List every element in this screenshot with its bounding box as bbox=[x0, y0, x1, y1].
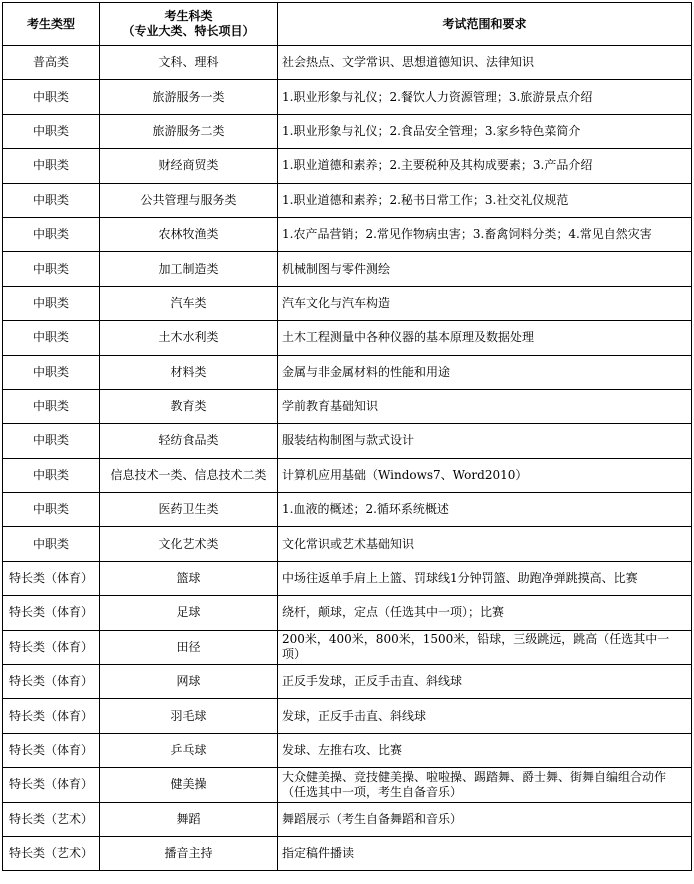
exam-scope-table-container bbox=[2, 2, 691, 871]
subject-cell: 旅游服务二类 bbox=[100, 114, 278, 148]
candidate-type-cell: 中职类 bbox=[3, 286, 100, 320]
subject-cell: 足球 bbox=[100, 596, 278, 630]
candidate-type-cell: 中职类 bbox=[3, 80, 100, 114]
candidate-type-cell: 特长类（体育） bbox=[3, 665, 100, 699]
candidate-type-cell: 中职类 bbox=[3, 321, 100, 355]
candidate-type-cell: 中职类 bbox=[3, 424, 100, 458]
header-subject-line2: （专业大类、特长项目） bbox=[122, 24, 255, 38]
header-subject-line1: 考生科类 bbox=[164, 9, 213, 23]
subject-cell: 文科、理科 bbox=[100, 46, 278, 80]
subject-cell: 信息技术一类、信息技术二类 bbox=[100, 458, 278, 492]
header-row bbox=[3, 3, 692, 46]
subject-cell: 播音主持 bbox=[100, 836, 278, 870]
exam-range-cell: 1.职业道德和素养；2.主要税种及其构成要素；3.产品介绍 bbox=[278, 149, 692, 183]
table-row bbox=[3, 527, 692, 561]
header-candidate-type: 考生类型 bbox=[3, 3, 100, 46]
table-row bbox=[3, 699, 692, 733]
header-subject bbox=[100, 3, 278, 46]
exam-range-cell: 1.职业形象与礼仪；2.餐饮人力资源管理；3.旅游景点介绍 bbox=[278, 80, 692, 114]
candidate-type-cell: 特长类（体育） bbox=[3, 596, 100, 630]
table-row bbox=[3, 630, 692, 664]
candidate-type-cell: 普高类 bbox=[3, 46, 100, 80]
exam-range-cell: 汽车文化与汽车构造 bbox=[278, 286, 692, 320]
table-row bbox=[3, 252, 692, 286]
candidate-type-cell: 中职类 bbox=[3, 114, 100, 148]
candidate-type-cell: 中职类 bbox=[3, 252, 100, 286]
exam-range-cell: 学前教育基础知识 bbox=[278, 389, 692, 423]
candidate-type-cell: 特长类（体育） bbox=[3, 561, 100, 595]
candidate-type-cell: 特长类（体育） bbox=[3, 768, 100, 802]
subject-cell: 篮球 bbox=[100, 561, 278, 595]
table-row bbox=[3, 46, 692, 80]
table-row bbox=[3, 802, 692, 836]
table-row bbox=[3, 183, 692, 217]
table-row bbox=[3, 493, 692, 527]
candidate-type-cell: 中职类 bbox=[3, 493, 100, 527]
candidate-type-cell: 中职类 bbox=[3, 183, 100, 217]
subject-cell: 材料类 bbox=[100, 355, 278, 389]
table-row bbox=[3, 80, 692, 114]
exam-range-cell: 正反手发球，正反手击直、斜线球 bbox=[278, 665, 692, 699]
table-row bbox=[3, 389, 692, 423]
exam-range-cell: 舞蹈展示（考生自备舞蹈和音乐） bbox=[278, 802, 692, 836]
exam-range-cell: 绕杆，颠球，定点（任选其中一项）；比赛 bbox=[278, 596, 692, 630]
table-row bbox=[3, 836, 692, 870]
subject-cell: 农林牧渔类 bbox=[100, 217, 278, 251]
candidate-type-cell: 特长类（艺术） bbox=[3, 802, 100, 836]
exam-range-cell: 大众健美操、竞技健美操、啦啦操、踢踏舞、爵士舞、街舞自编组合动作（任选其中一项，考生自备音乐） bbox=[278, 768, 692, 802]
subject-cell: 网球 bbox=[100, 665, 278, 699]
table-row bbox=[3, 665, 692, 699]
table-row bbox=[3, 424, 692, 458]
candidate-type-cell: 中职类 bbox=[3, 355, 100, 389]
subject-cell: 加工制造类 bbox=[100, 252, 278, 286]
exam-range-cell: 1.职业形象与礼仪；2.食品安全管理；3.家乡特色菜简介 bbox=[278, 114, 692, 148]
candidate-type-cell: 特长类（艺术） bbox=[3, 836, 100, 870]
exam-range-cell: 1.农产品营销；2.常见作物病虫害；3.畜禽饲料分类；4.常见自然灾害 bbox=[278, 217, 692, 251]
subject-cell: 轻纺食品类 bbox=[100, 424, 278, 458]
table-row bbox=[3, 286, 692, 320]
exam-range-cell: 1.血液的概述；2.循环系统概述 bbox=[278, 493, 692, 527]
table-row bbox=[3, 321, 692, 355]
exam-range-cell: 金属与非金属材料的性能和用途 bbox=[278, 355, 692, 389]
subject-cell: 文化艺术类 bbox=[100, 527, 278, 561]
subject-cell: 土木水利类 bbox=[100, 321, 278, 355]
candidate-type-cell: 中职类 bbox=[3, 389, 100, 423]
candidate-type-cell: 中职类 bbox=[3, 149, 100, 183]
exam-range-cell: 计算机应用基础（Windows7、Word2010） bbox=[278, 458, 692, 492]
table-row bbox=[3, 355, 692, 389]
exam-range-cell: 土木工程测量中各种仪器的基本原理及数据处理 bbox=[278, 321, 692, 355]
subject-cell: 舞蹈 bbox=[100, 802, 278, 836]
exam-range-cell: 社会热点、文学常识、思想道德知识、法律知识 bbox=[278, 46, 692, 80]
table-row bbox=[3, 561, 692, 595]
exam-scope-table bbox=[2, 2, 692, 871]
table-row bbox=[3, 768, 692, 802]
subject-cell: 医药卫生类 bbox=[100, 493, 278, 527]
exam-range-cell: 1.职业道德和素养；2.秘书日常工作；3.社交礼仪规范 bbox=[278, 183, 692, 217]
exam-range-cell: 文化常识或艺术基础知识 bbox=[278, 527, 692, 561]
candidate-type-cell: 特长类（体育） bbox=[3, 699, 100, 733]
exam-range-cell: 中场往返单手肩上上篮、罚球线1分钟罚篮、助跑净弹跳摸高、比赛 bbox=[278, 561, 692, 595]
exam-range-cell: 发球，正反手击直、斜线球 bbox=[278, 699, 692, 733]
header-exam-range: 考试范围和要求 bbox=[278, 3, 692, 46]
subject-cell: 田径 bbox=[100, 630, 278, 664]
table-row bbox=[3, 596, 692, 630]
table-row bbox=[3, 114, 692, 148]
table-row bbox=[3, 458, 692, 492]
subject-cell: 乒乓球 bbox=[100, 733, 278, 767]
subject-cell: 旅游服务一类 bbox=[100, 80, 278, 114]
subject-cell: 羽毛球 bbox=[100, 699, 278, 733]
table-row bbox=[3, 217, 692, 251]
candidate-type-cell: 特长类（体育） bbox=[3, 630, 100, 664]
exam-range-cell: 指定稿件播读 bbox=[278, 836, 692, 870]
exam-range-cell: 200米，400米，800米，1500米，铅球，三级跳远，跳高（任选其中一项） bbox=[278, 630, 692, 664]
subject-cell: 教育类 bbox=[100, 389, 278, 423]
subject-cell: 健美操 bbox=[100, 768, 278, 802]
table-row bbox=[3, 733, 692, 767]
exam-range-cell: 服装结构制图与款式设计 bbox=[278, 424, 692, 458]
candidate-type-cell: 中职类 bbox=[3, 458, 100, 492]
subject-cell: 公共管理与服务类 bbox=[100, 183, 278, 217]
table-row bbox=[3, 149, 692, 183]
candidate-type-cell: 特长类（体育） bbox=[3, 733, 100, 767]
subject-cell: 财经商贸类 bbox=[100, 149, 278, 183]
exam-range-cell: 机械制图与零件测绘 bbox=[278, 252, 692, 286]
subject-cell: 汽车类 bbox=[100, 286, 278, 320]
table-body bbox=[3, 46, 692, 871]
candidate-type-cell: 中职类 bbox=[3, 527, 100, 561]
exam-range-cell: 发球、左推右攻、比赛 bbox=[278, 733, 692, 767]
candidate-type-cell: 中职类 bbox=[3, 217, 100, 251]
